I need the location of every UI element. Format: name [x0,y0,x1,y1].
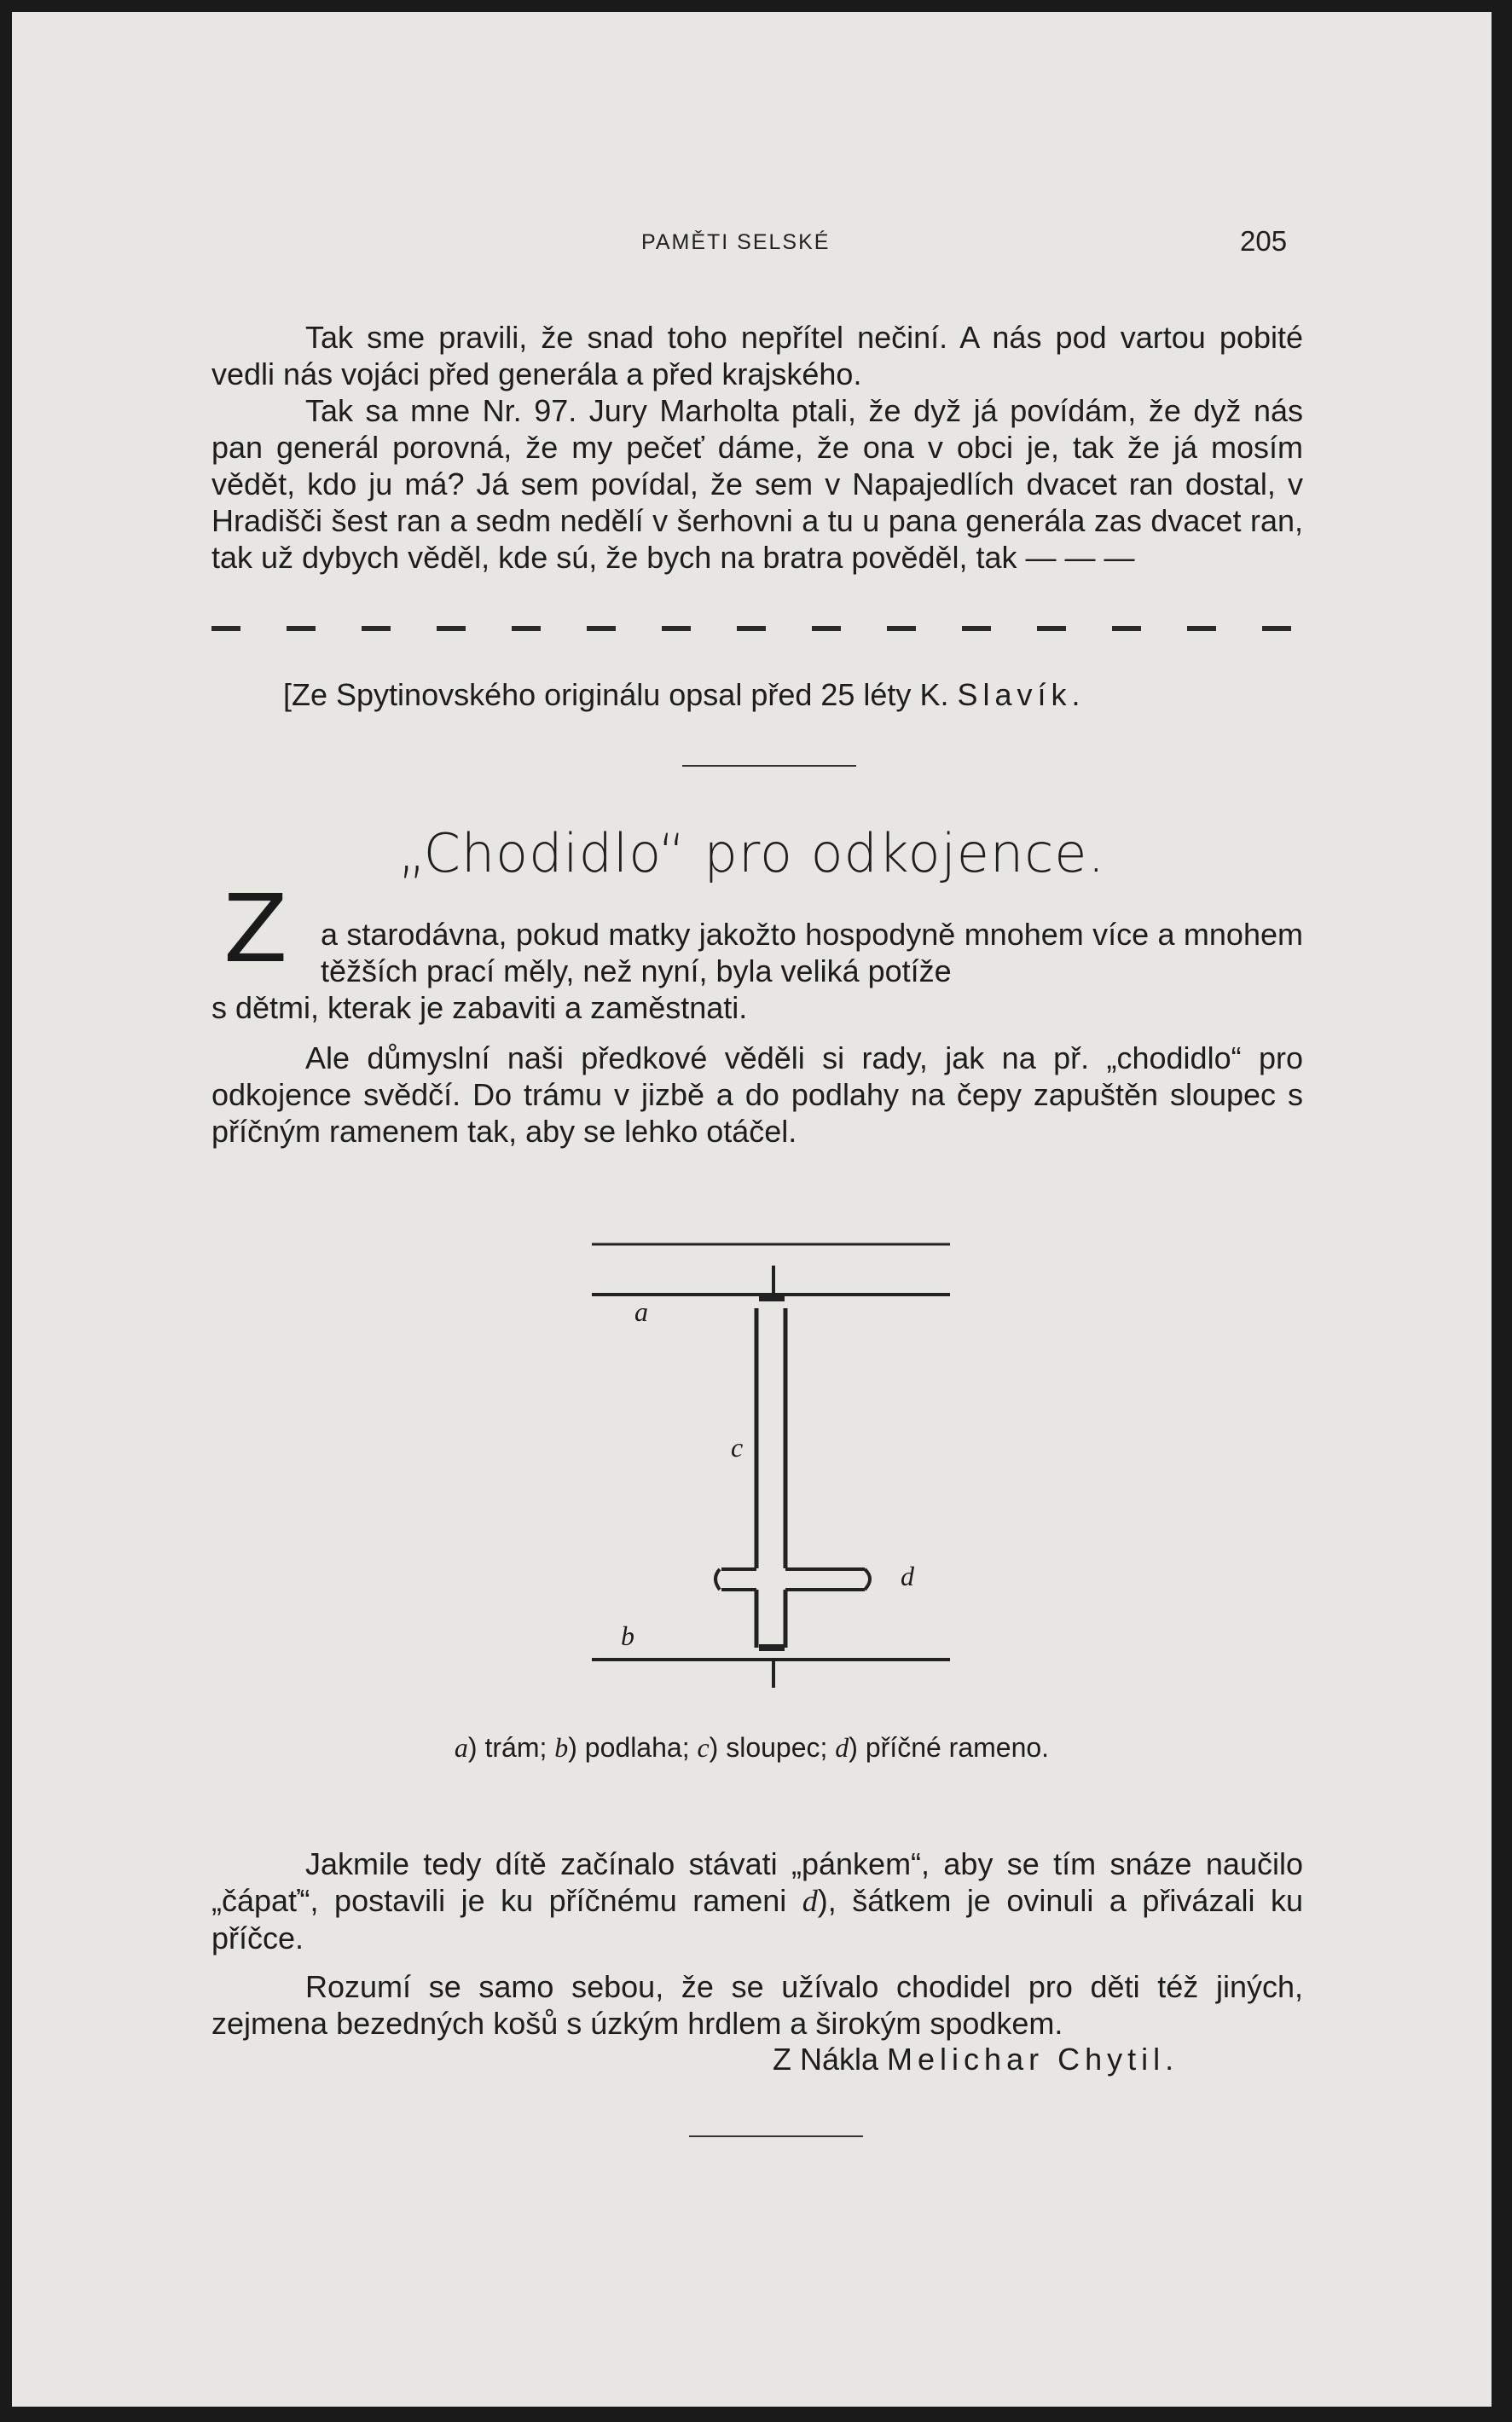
caption-b: b [554,1732,569,1763]
article-title: „Chodidlo“ pro odkojence. [397,822,1106,884]
label-b: b [621,1620,634,1651]
p3-part-b: ), šátkem je ovinuli a přivázali ku příčce. [211,1883,1304,1956]
label-c: c [731,1432,744,1463]
article-signature [773,2042,1179,2077]
section1-paragraph-2: Tak sa mne Nr. 97. Jury Marholta ptali, že dyž já povídám, že dyž nás pan generál porovná, že my pečeť dáme, že ona v obci je, tak že já mosím vědět, kdo ju má? Já sem povídal, že sem v Napajedlích dvacet ran dostal, v Hradišči šest ran a sedm nedělí v šerhovni a tu u pana generála zas dvacet ran, tak už dybych věděl, kde sú, že bych na bratra pověděl, tak — — — [211,393,1303,575]
separator-rule [682,765,856,767]
running-title: PAMĚTI SELSKÉ [641,230,831,254]
article-paragraph-2-wrap [211,1040,1303,1150]
article-paragraph-4-wrap [211,1968,1303,2042]
page-header [12,225,1492,259]
article-intro-rest [211,989,1303,1026]
signature-name: Melichar Chytil. [887,2042,1179,2077]
caption-c: c [697,1732,710,1763]
p4-text: Rozumí se samo sebou, že se užívalo chodidel pro děti též jiných, zejmena bezedných košů s úzkým hrdlem a širokým spodkem. [211,1969,1303,2041]
drop-cap: Z [223,874,288,983]
book-page [12,12,1492,2407]
figure-caption [12,1732,1492,1764]
source-note [283,677,1086,713]
caption-d-text: ) příčné rameno. [849,1732,1050,1763]
article-intro-first-lines: a starodávna, pokud matky jakožto hospodyně mnohem více a mnohem těžších prací měly, než nyní, byla veliká potíže [321,917,1303,988]
walker-diagram [592,1231,959,1692]
p3-ref-d: d [802,1884,818,1918]
top-bearing [759,1295,785,1301]
source-note-text: [Ze Spytinovského originálu opsal před 25 léty K. [283,677,949,712]
signature-prefix: Z Nákla [773,2042,879,2077]
section1-text [211,319,1303,576]
article-paragraph-3 [211,1845,1303,1956]
source-note-author: Slavík. [957,677,1086,712]
p3-part-a: Jakmile tedy dítě začínalo stávati „pánkem“, aby se tím snáze naučilo „čápať“, postavili je ku příčnému rameni [211,1846,1303,1918]
section1-paragraph-1: Tak sme pravili, že snad toho nepřítel nečiní. A nás pod vartou pobité vedli nás vojáci před generála a před krajského. [211,320,1303,391]
caption-d: d [835,1732,849,1763]
caption-a-text: ) trám; [467,1732,555,1763]
dash-rule [211,626,1303,631]
bottom-bearing [759,1644,785,1651]
article-intro-last-line: s dětmi, kterak je zabaviti a zaměstnati. [211,990,748,1025]
page-number: 205 [1240,225,1288,257]
arm-right-end [865,1569,870,1590]
caption-b-text: ) podlaha; [568,1732,698,1763]
article-paragraph-2: Ale důmyslní naši předkové věděli si rady, jak na př. „chodidlo“ pro odkojence svědčí. Do trámu v jizbě a do podlahy na čepy zapuštěn sloupec s příčným ramenem tak, aby se lehko otáčel. [211,1040,1303,1149]
article-paragraph-4 [211,1968,1303,2042]
arm-left-end [715,1569,720,1590]
end-separator-rule [689,2135,863,2137]
label-d: d [901,1561,914,1591]
article-paragraph-3-wrap [211,1845,1303,1956]
caption-c-text: ) sloupec; [709,1732,836,1763]
label-a: a [634,1296,648,1327]
caption-a: a [454,1732,468,1763]
